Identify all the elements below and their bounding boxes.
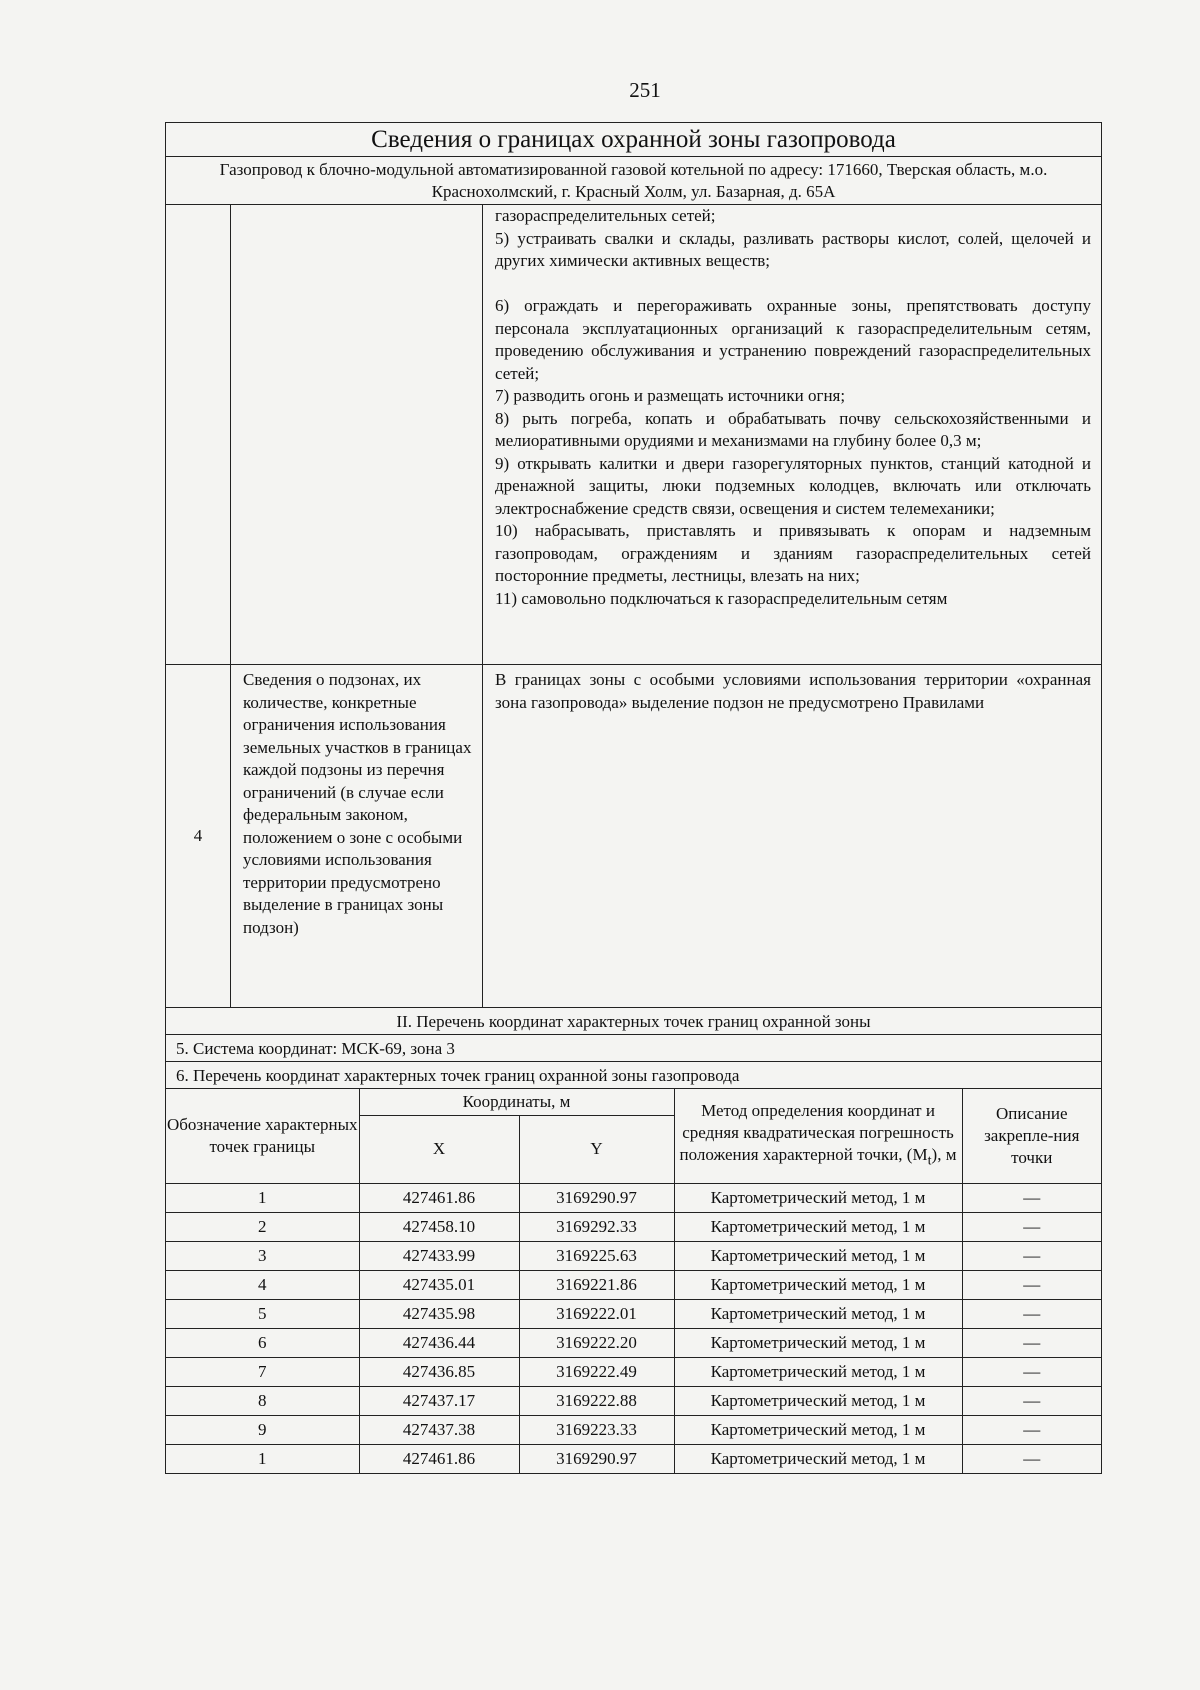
cell-x: 427436.85 <box>359 1357 519 1386</box>
subscript-t: t <box>927 1152 932 1169</box>
row-number-cell <box>166 205 231 664</box>
cell-method: Картометрический метод, 1 м <box>674 1212 962 1241</box>
cell-y: 3169290.97 <box>519 1183 674 1212</box>
restrictions-text <box>483 205 1101 664</box>
header-x: X <box>359 1115 519 1183</box>
cell-method: Картометрический метод, 1 м <box>674 1357 962 1386</box>
table-row <box>166 1386 1101 1415</box>
row-number-cell: 4 <box>166 665 231 1007</box>
table-row <box>166 1270 1101 1299</box>
cell-x: 427437.17 <box>359 1386 519 1415</box>
cell-method: Картометрический метод, 1 м <box>674 1183 962 1212</box>
cell-y: 3169221.86 <box>519 1270 674 1299</box>
cell-x: 427461.86 <box>359 1183 519 1212</box>
cell-desc: — <box>962 1241 1101 1270</box>
cell-y: 3169290.97 <box>519 1444 674 1473</box>
table-row <box>166 1183 1101 1212</box>
subzones-label: Сведения о подзонах, их количестве, конкретные ограничения использования земельных участков в границах каждой подзоны из перечня ограничений (в случае если федеральным законом, положением о зоне с особыми условиями использования территории предусмотрено выделение в границах зоны подзон) <box>231 665 483 1007</box>
header-coords: Координаты, м <box>359 1089 674 1115</box>
cell-desc: — <box>962 1444 1101 1473</box>
cell-x: 427435.98 <box>359 1299 519 1328</box>
section-2-title: II. Перечень координат характерных точек границ охранной зоны <box>166 1008 1101 1035</box>
restriction-item: 5) устраивать свалки и склады, разливать растворы кислот, солей, щелочей и других химически активных веществ; <box>495 228 1091 270</box>
coords-table-wrap <box>166 1089 1101 1473</box>
cell-point: 8 <box>166 1386 359 1415</box>
cell-method: Картометрический метод, 1 м <box>674 1241 962 1270</box>
cell-method: Картометрический метод, 1 м <box>674 1415 962 1444</box>
cell-x: 427433.99 <box>359 1241 519 1270</box>
cell-y: 3169292.33 <box>519 1212 674 1241</box>
document-subtitle: Газопровод к блочно-модульной автоматизированной газовой котельной по адресу: 171660, Тверская область, м.о. Краснохолмский, г. Красный Холм, ул. Базарная, д. 65А <box>166 157 1101 205</box>
cell-desc: — <box>962 1328 1101 1357</box>
cell-y: 3169222.49 <box>519 1357 674 1386</box>
cell-method: Картометрический метод, 1 м <box>674 1444 962 1473</box>
table-row <box>166 1328 1101 1357</box>
cell-point: 5 <box>166 1299 359 1328</box>
coords-table <box>166 1089 1101 1473</box>
header-point: Обозначение характерных точек границы <box>166 1089 359 1183</box>
cell-x: 427437.38 <box>359 1415 519 1444</box>
header-y: Y <box>519 1115 674 1183</box>
cell-desc: — <box>962 1386 1101 1415</box>
cell-desc: — <box>962 1212 1101 1241</box>
cell-point: 1 <box>166 1444 359 1473</box>
cell-y: 3169223.33 <box>519 1415 674 1444</box>
cell-y: 3169222.20 <box>519 1328 674 1357</box>
cell-x: 427435.01 <box>359 1270 519 1299</box>
cell-point: 6 <box>166 1328 359 1357</box>
subzones-text <box>483 665 1101 1007</box>
header-desc: Описание закрепле-ния точки <box>962 1089 1101 1183</box>
cell-desc: — <box>962 1270 1101 1299</box>
header-method: Метод определения координат и средняя квадратическая погрешность положения характерной точки, $(M_t)$, м <box>674 1089 962 1183</box>
cell-desc: — <box>962 1357 1101 1386</box>
cell-point: 4 <box>166 1270 359 1299</box>
restriction-item: 11) самовольно подключаться к газораспределительным сетям <box>495 588 948 608</box>
zone-info-table <box>165 122 1102 1474</box>
cell-point: 3 <box>166 1241 359 1270</box>
cell-method: Картометрический метод, 1 м <box>674 1386 962 1415</box>
cell-method: Картометрический метод, 1 м <box>674 1270 962 1299</box>
subzones-row <box>166 665 1101 1008</box>
restriction-item: 9) открывать калитки и двери газорегуляторных пунктов, станций катодной и дренажной защиты, люки подземных колодцев, включать или отключать электроснабжение средств связи, освещения и систем телемеханики; <box>495 453 1091 518</box>
cell-desc: — <box>962 1183 1101 1212</box>
cell-y: 3169225.63 <box>519 1241 674 1270</box>
cell-method: Картометрический метод, 1 м <box>674 1328 962 1357</box>
restriction-item <box>495 273 1091 296</box>
restriction-item: 7) разводить огонь и размещать источники огня; <box>495 386 846 405</box>
cell-point: 9 <box>166 1415 359 1444</box>
cell-desc: — <box>962 1299 1101 1328</box>
coord-list-title: 6. Перечень координат характерных точек границ охранной зоны газопровода <box>166 1062 1101 1089</box>
table-row <box>166 1415 1101 1444</box>
cell-y: 3169222.01 <box>519 1299 674 1328</box>
table-row <box>166 1241 1101 1270</box>
cell-x: 427458.10 <box>359 1212 519 1241</box>
table-row <box>166 1212 1101 1241</box>
cell-x: 427461.86 <box>359 1444 519 1473</box>
cell-point: 2 <box>166 1212 359 1241</box>
page-number: 251 <box>629 78 661 102</box>
coord-system: 5. Система координат: МСК-69, зона 3 <box>166 1035 1101 1062</box>
row-label-cell <box>231 205 483 664</box>
document-title: Сведения о границах охранной зоны газопровода <box>166 123 1101 157</box>
restriction-item: 6) ограждать и перегораживать охранные зоны, препятствовать доступу персонала эксплуатационных организаций к газораспределительным сетям, проведению обслуживания и устранению повреждений газораспределительных сетей; <box>495 296 1091 383</box>
table-row <box>166 1299 1101 1328</box>
cell-desc: — <box>962 1415 1101 1444</box>
cell-y: 3169222.88 <box>519 1386 674 1415</box>
subzones-text-paragraph: В границах зоны с особыми условиями использования территории «охранная зона газопровода» выделение подзон не предусмотрено Правилами <box>495 670 1091 712</box>
cell-point: 7 <box>166 1357 359 1386</box>
cell-method: Картометрический метод, 1 м <box>674 1299 962 1328</box>
table-row <box>166 1444 1101 1473</box>
restriction-item: газораспределительных сетей; <box>495 206 716 225</box>
restriction-item: 10) набрасывать, приставлять и привязывать к опорам и надземным газопроводам, ограждениям и зданиям газораспределительных сетей посторонние предметы, лестницы, влезать на них; <box>495 521 1091 585</box>
restriction-item: 8) рыть погреба, копать и обрабатывать почву сельскохозяйственными и мелиоративными орудиями и механизмами на глубину более 0,3 м; <box>495 408 1091 450</box>
table-row <box>166 1357 1101 1386</box>
restrictions-continuation-row <box>166 205 1101 665</box>
cell-point: 1 <box>166 1183 359 1212</box>
cell-x: 427436.44 <box>359 1328 519 1357</box>
